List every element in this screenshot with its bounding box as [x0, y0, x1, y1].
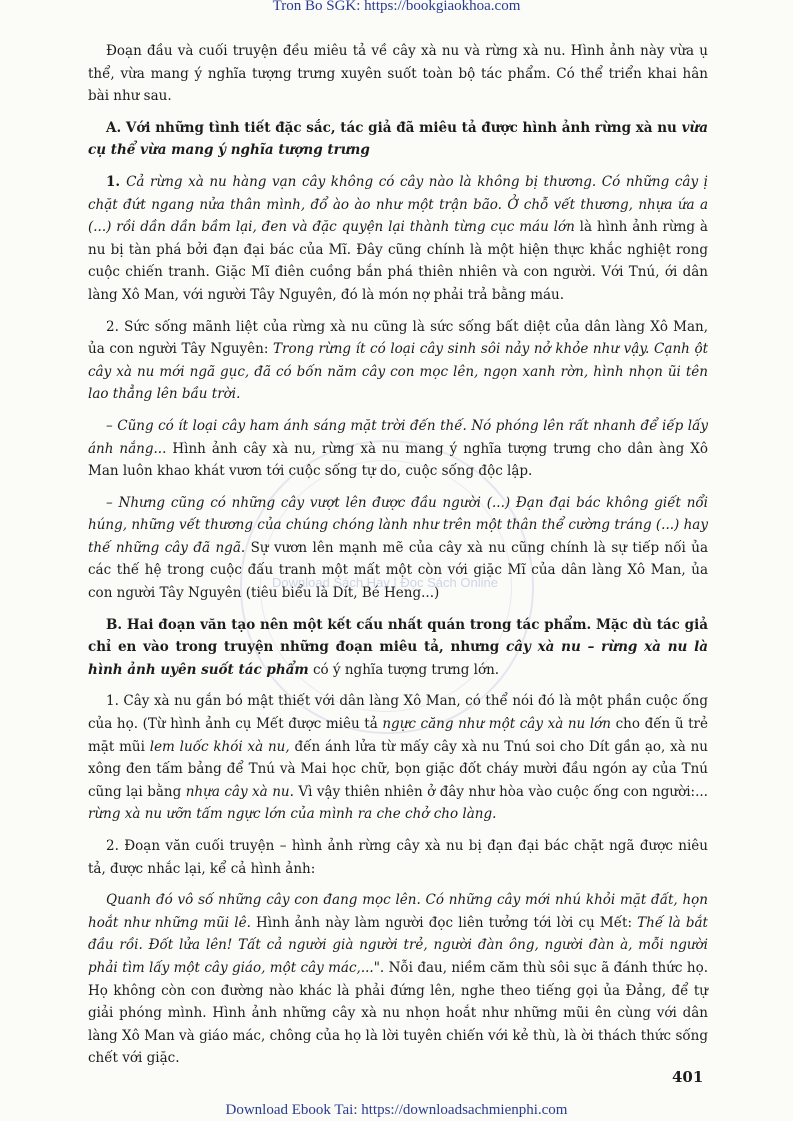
- commentary: cho đến ũ trẻ mặt mũi: [88, 716, 708, 755]
- quote: Cả rừng xà nu hàng vạn cây không có cây nào là không bị thương. Có những cây ị chặt đứt ngang nửa thân mình, đổ ào ào như một trận bão. Ở chỗ vết thương, nhựa ứa a (...) rồi dần dần bầm lại, đen và đặc quyện lại thành từng cục máu lớn: [88, 173, 708, 236]
- paragraph-b2-quote: [88, 889, 708, 1070]
- section-b-text: B. Hai đoạn văn tạo nên một kết cấu nhất quán trong tác phẩm. Mặc dù tác giả chỉ en vào trong truyện những đoạn miêu tả, nhưng: [88, 616, 708, 656]
- commentary: Nỗi đau, niềm căm thù sôi sục ã đánh thức họ. Họ không còn con đường nào khác là phải đứng lên, nghe theo tiếng gọi ủa Đảng, để tự giải phóng mình. Hình ảnh những cây xà nu nhọn hoắt như những mũi ên cùng với dân làng Xô Man và giáo mác, chông của họ là lời tuyên chiến với kẻ thù, là ời thách thức sống chết với giặc.: [88, 959, 708, 1067]
- quote: – Cũng có ít loại cây ham ánh sáng mặt trời đến thế. Nó phóng lên rất nhanh để iếp lấy ánh nắng...: [88, 417, 708, 457]
- section-b-emphasis: cây xà nu – rừng xà nu là hình ảnh uyên suốt tác phẩm: [88, 639, 709, 678]
- paragraph-intro: Đoạn đầu và cuối truyện đều miêu tả về cây xà nu và rừng xà nu. Hình ảnh này vừa ụ thể, vừa mang ý nghĩa tượng trưng xuyên suốt toàn bộ tác phẩm. Có thể triển khai hân bài như sau.: [88, 43, 708, 105]
- page-number: 401: [672, 1068, 704, 1086]
- paragraph-b2: 2. Đoạn văn cuối truyện – hình ảnh rừng cây xà nu bị đạn đại bác chặt ngã được niêu tả, được nhắc lại, kể cả hình ảnh:: [88, 838, 708, 877]
- item-number: 1.: [106, 173, 127, 190]
- section-b-tail: có ý nghĩa tượng trưng lớn.: [308, 661, 500, 678]
- quote: nhựa cây xà nu.: [185, 783, 294, 800]
- paragraph-a2-light: [88, 415, 708, 483]
- paragraph-a2-growth: [88, 492, 708, 605]
- quote: Thế là bắt đầu rồi. Đốt lửa lên! Tất cả người già người trẻ, người đàn ông, người đàn à, mỗi người phải tìm lấy một cây giáo, một cây mác,...".: [88, 914, 708, 976]
- section-a-text: A. Với những tình tiết đặc sắc, tác giả đã miêu tả được hình ảnh rừng xà nu: [106, 119, 682, 136]
- header-link[interactable]: Tron Bo SGK: https://bookgiaokhoa.com: [272, 0, 521, 14]
- commentary: Hình ảnh này làm người đọc liên tưởng tới lời cụ Mết:: [250, 914, 638, 931]
- commentary: 2. Sức sống mãnh liệt của rừng xà nu cũng là sức sống bất diệt của dân làng Xô Man, ủa con người Tây Nguyên:: [88, 318, 708, 358]
- commentary: Sự vươn lên mạnh mẽ của cây xà nu cũng chính là sự tiếp nối ủa các thế hệ trong cuộc đấu tranh một mất một còn với giặc Mĩ của dân làng Xô Man, ủa con người Tây Nguyên (tiêu biểu là Dít, Bé Heng...): [88, 539, 708, 602]
- quote: rừng xà nu ưỡn tấm ngực lớn của mình ra che chở cho làng.: [88, 806, 497, 823]
- quote: – Nhưng cũng có những cây vượt lên được đầu người (...) Đạn đại bác không giết nổi húng, những vết thương của chúng chóng lành như trên một thân thể cường tráng (...) hay thế những cây đã ngã.: [88, 494, 708, 556]
- paragraph-b1: [88, 690, 708, 826]
- footer-link[interactable]: Download Ebook Tai: https://downloadsachmienphi.com: [225, 1102, 568, 1118]
- paragraph-a2: [88, 316, 708, 406]
- page-content: [88, 40, 708, 1079]
- section-b-heading: [88, 614, 708, 682]
- commentary: 1. Cây xà nu gắn bó mật thiết với dân làng Xô Man, có thể nói đó là một phần cuộc ống của họ. (Từ hình ảnh cụ Mết được miêu tả: [88, 693, 708, 733]
- commentary: Hình ảnh cây xà nu, rừng xà nu mang ý nghĩa tượng trưng cho dân àng Xô Man luôn khao khát vươn tới cuộc sống tự do, cuộc sống độc lập.: [88, 440, 708, 480]
- quote: Trong rừng ít có loại cây sinh sôi nảy nở khỏe như vậy. Cạnh ột cây xà nu mới ngã gục, đã có bốn năm cây con mọc lên, ngọn xanh rờn, hình nhọn ũi tên lao thẳng lên bầu trời.: [88, 341, 709, 403]
- quote: ngực căng như một cây xà nu lớn: [382, 716, 611, 733]
- watermark-text: Download Sách Hay | Đọc Sách Online: [272, 575, 498, 590]
- section-a-emphasis: vừa cụ thể vừa mang ý nghĩa tượng trưng: [88, 119, 708, 159]
- quote: lem luốc khói xà nu,: [149, 738, 290, 755]
- quote: Quanh đó vô số những cây con đang mọc lên. Có những cây mới nhú khỏi mặt đất, họn hoắt như những mũi lê.: [88, 892, 708, 931]
- commentary: là hình ảnh rừng à nu bị tàn phá bởi đạn đại bác của Mĩ. Đây cũng chính là một hiện thực khắc nghiệt rong cuộc chiến tranh. Giặc Mĩ điên cuồng bắn phá thiên nhiên và con người. Với Tnú, ới dân làng Xô Man, với người Tây Nguyên, đó là món nợ phải trả bằng máu.: [88, 219, 708, 303]
- commentary: Vì vậy thiên nhiên ở đây như hòa vào cuộc ống con người:...: [293, 783, 708, 800]
- paragraph-a1: [88, 171, 708, 307]
- section-a-heading: [88, 117, 708, 162]
- commentary: đến ánh lửa từ mấy cây xà nu Tnú soi cho Dít gần ạo, xà nu xông đen tấm bảng để Tnú và Mai học chữ, bọn giặc đốt cháy mười đầu ngón ay của Tnú cũng lại bằng: [88, 738, 708, 800]
